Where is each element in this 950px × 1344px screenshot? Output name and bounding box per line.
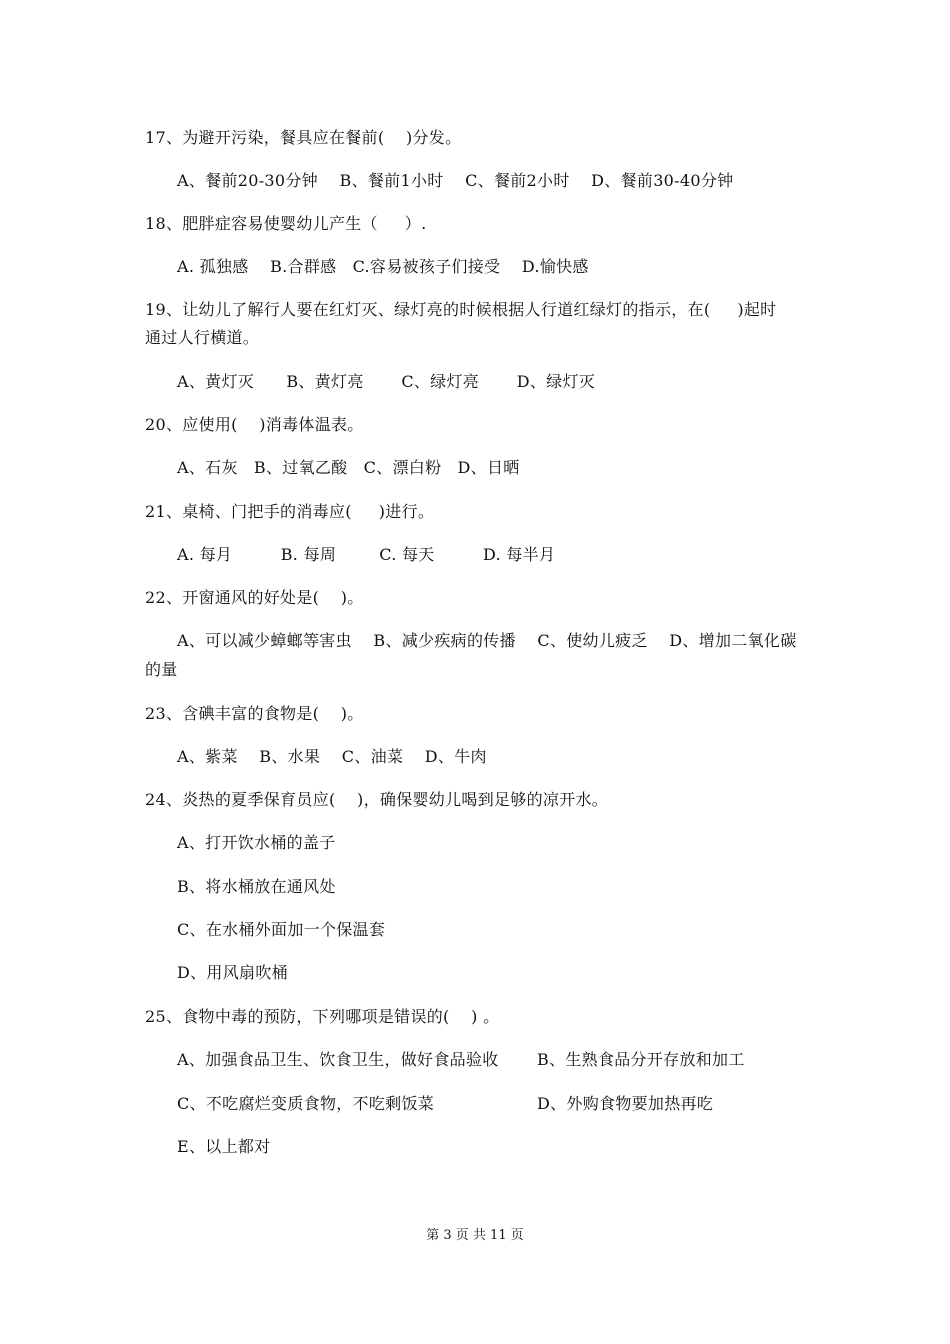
question-24-option-c: C、在水桶外面加一个保温套: [177, 920, 386, 939]
question-19-stem-line2: 通过人行横道。: [145, 328, 260, 347]
question-17-options: A、餐前20-30分钟 B、餐前1小时 C、餐前2小时 D、餐前30-40分钟: [177, 171, 734, 190]
question-21-stem: 21、桌椅、门把手的消毒应( )进行。: [145, 502, 435, 521]
question-25-option-c: C、不吃腐烂变质食物，不吃剩饭菜: [177, 1094, 435, 1113]
question-25-option-e: E、以上都对: [177, 1137, 271, 1156]
question-25-stem: 25、食物中毒的预防，下列哪项是错误的( ) 。: [145, 1007, 500, 1026]
question-18-options: A. 孤独感 B.合群感 C.容易被孩子们接受 D.愉快感: [177, 257, 589, 276]
question-25-option-b: B、生熟食品分开存放和加工: [537, 1050, 745, 1069]
question-24-option-b: B、将水桶放在通风处: [177, 877, 336, 896]
question-25-option-a: A、加强食品卫生、饮食卫生，做好食品验收: [177, 1050, 499, 1069]
question-20-options: A、石灰 B、过氧乙酸 C、漂白粉 D、日晒: [177, 458, 520, 477]
question-18-stem: 18、肥胖症容易使婴幼儿产生（ ）.: [145, 214, 427, 233]
question-25-option-d: D、外购食物要加热再吃: [537, 1094, 714, 1113]
question-19-options: A、黄灯灭 B、黄灯亮 C、绿灯亮 D、绿灯灭: [177, 372, 596, 391]
question-20-stem: 20、应使用( )消毒体温表。: [145, 415, 364, 434]
question-23-options: A、紫菜 B、水果 C、油菜 D、牛肉: [177, 747, 487, 766]
question-22-stem: 22、开窗通风的好处是( )。: [145, 588, 364, 607]
question-24-stem: 24、炎热的夏季保育员应( )，确保婴幼儿喝到足够的凉开水。: [145, 790, 609, 809]
question-17-stem: 17、为避开污染，餐具应在餐前( )分发。: [145, 128, 462, 147]
page-number-footer: 第 3 页 共 11 页: [426, 1228, 524, 1243]
question-21-options: A. 每月 B. 每周 C. 每天 D. 每半月: [177, 545, 556, 564]
question-22-options-line2: 的量: [145, 660, 178, 679]
question-23-stem: 23、含碘丰富的食物是( )。: [145, 704, 364, 723]
question-19-stem-line1: 19、让幼儿了解行人要在红灯灭、绿灯亮的时候根据人行道红绿灯的指示，在( )起时: [145, 300, 777, 319]
question-24-option-a: A、打开饮水桶的盖子: [177, 833, 336, 852]
question-22-options-line1: A、可以减少蟑螂等害虫 B、减少疾病的传播 C、使幼儿疲乏 D、增加二氧化碳: [177, 631, 797, 650]
question-24-option-d: D、用风扇吹桶: [177, 963, 288, 982]
